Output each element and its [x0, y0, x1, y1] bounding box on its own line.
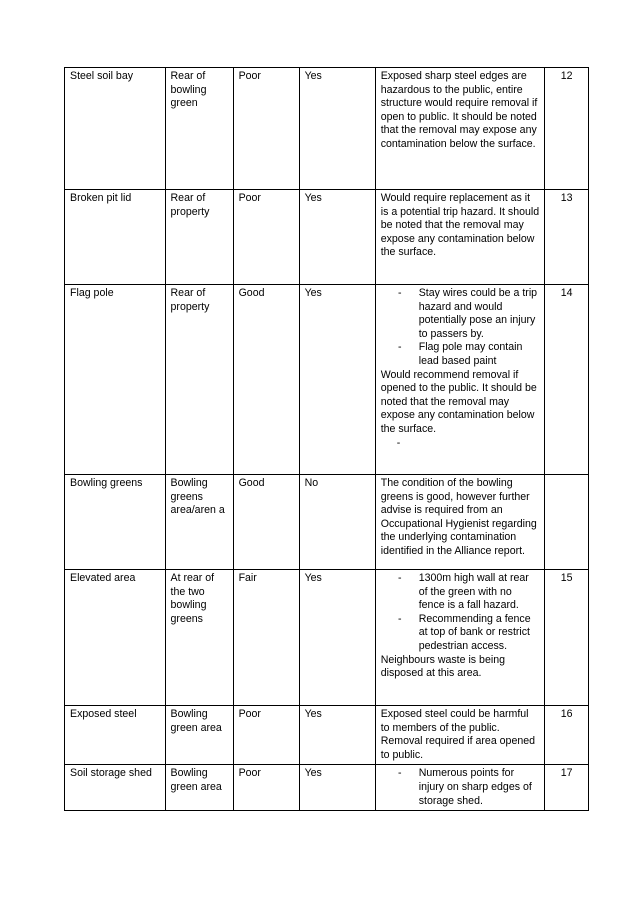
ref-cell: 17	[545, 765, 589, 811]
notes-text: Exposed sharp steel edges are hazardous to the public, entire structure would require removal if open to public. It should be noted that the removal may expose any contamination below the surface.	[380, 70, 538, 150]
trailing-dash: -	[396, 436, 401, 449]
location-cell: Bowling green area	[165, 765, 233, 811]
notes-cell	[375, 706, 545, 765]
condition-cell: Poor	[233, 68, 299, 190]
item-cell: Broken pit lid	[65, 190, 166, 285]
condition-cell: Poor	[233, 190, 299, 285]
ref-cell: 15	[545, 570, 589, 706]
notes-text: Exposed steel could be harmful to members of the public. Removal required if area opened to public.	[380, 708, 536, 761]
bullet-dash: -	[397, 612, 402, 625]
notes-text: The condition of the bowling greens is good, however further advise is required from an Occupational Hygienist regarding the underlying contamination identified in the Alliance report.	[380, 477, 537, 557]
location-cell: Bowling green area	[165, 706, 233, 765]
item-cell: Exposed steel	[65, 706, 166, 765]
condition-cell: Fair	[233, 570, 299, 706]
location-cell: At rear of the two bowling greens	[165, 570, 233, 706]
notes-text: Neighbours waste is being disposed at this area.	[380, 653, 505, 680]
ref-cell: 12	[545, 68, 589, 190]
bullet-item	[381, 341, 540, 368]
bullet-text: Flag pole may contain lead based paint	[418, 341, 523, 367]
bullet-text: Numerous points for injury on sharp edges of storage shed.	[418, 767, 532, 807]
risk-cell: Yes	[299, 190, 375, 285]
location-cell: Rear of property	[165, 190, 233, 285]
notes-text: Would require replacement as it is a potential trip hazard. It should be noted that the removal may expose any contamination below the surface.	[380, 192, 540, 259]
item-cell: Flag pole	[65, 285, 166, 475]
ref-cell: 13	[545, 190, 589, 285]
table-row	[65, 285, 589, 475]
risk-cell: Yes	[299, 706, 375, 765]
location-cell: Bowling greens area/aren a	[165, 475, 233, 570]
notes-cell	[375, 570, 545, 706]
bullet-item	[381, 767, 540, 808]
bullet-dash: -	[397, 572, 402, 584]
item-cell: Bowling greens	[65, 475, 166, 570]
bullet-text: Stay wires could be a trip hazard and would potentially pose an injury to passers by.	[418, 287, 538, 340]
hazard-table	[64, 67, 589, 811]
bullet-item	[381, 613, 540, 654]
notes-cell	[375, 765, 545, 811]
notes-cell	[375, 68, 545, 190]
table-row	[65, 706, 589, 765]
risk-cell: Yes	[299, 570, 375, 706]
location-cell: Rear of property	[165, 285, 233, 475]
condition-cell: Good	[233, 475, 299, 570]
ref-cell: 16	[545, 706, 589, 765]
bullet-dash: -	[397, 341, 402, 354]
table-row	[65, 475, 589, 570]
notes-cell	[375, 285, 545, 475]
notes-text: Would recommend removal if opened to the public. It should be noted that the removal may expose any contamination below the surface.	[380, 368, 537, 435]
table-row	[65, 68, 589, 190]
risk-cell: Yes	[299, 68, 375, 190]
bullet-dash: -	[397, 287, 402, 299]
bullet-item	[381, 572, 540, 613]
risk-cell: No	[299, 475, 375, 570]
table-row	[65, 765, 589, 811]
condition-cell: Poor	[233, 765, 299, 811]
bullet-text: 1300m high wall at rear of the green with no fence is a fall hazard.	[418, 572, 529, 612]
ref-cell: 14	[545, 285, 589, 475]
risk-cell: Yes	[299, 765, 375, 811]
notes-cell	[375, 190, 545, 285]
table-row	[65, 570, 589, 706]
bullet-dash: -	[397, 767, 402, 780]
item-cell: Elevated area	[65, 570, 166, 706]
item-cell: Soil storage shed	[65, 765, 166, 811]
risk-cell: Yes	[299, 285, 375, 475]
condition-cell: Poor	[233, 706, 299, 765]
notes-cell	[375, 475, 545, 570]
item-cell: Steel soil bay	[65, 68, 166, 190]
bullet-text: Recommending a fence at top of bank or restrict pedestrian access.	[418, 612, 531, 652]
bullet-item	[381, 287, 540, 341]
condition-cell: Good	[233, 285, 299, 475]
table-row	[65, 190, 589, 285]
ref-cell	[545, 475, 589, 570]
location-cell: Rear of bowling green	[165, 68, 233, 190]
